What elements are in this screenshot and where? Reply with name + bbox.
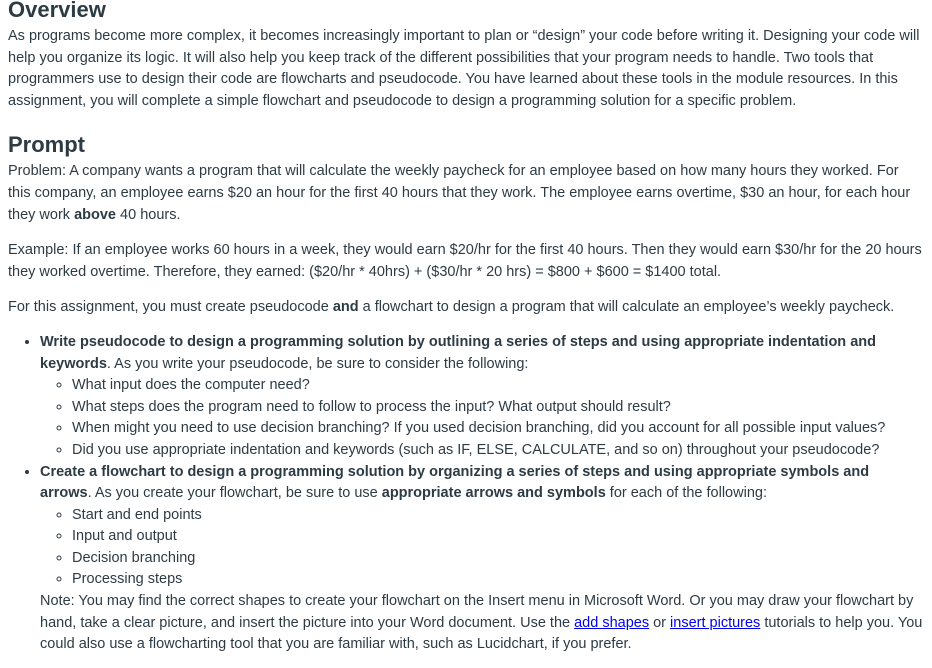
list-item: ◦ Input and output	[72, 526, 924, 548]
note-text-1: Note: You may find the correct shapes to create your flowchart on the Insert menu in Microsoft Word. Or you may draw your flowchart by hand, take a clear picture, and insert the picture into your Word document. Use the	[40, 593, 914, 631]
problem-text-1: Problem: A company wants a program that will calculate the weekly paycheck for an employee based on how many hours they worked. For this company, an employee earns $20 an hour for the first 40 hours that they work. The employee earns overtime, $30 an hour, for each hour they work	[8, 163, 911, 223]
requirements-list	[8, 332, 924, 656]
flowchart-requirement-bold: Create a flowchart to design a programming solution by organizing a series of steps and using appropriate symbols and arrows	[40, 463, 870, 502]
assignment-text-1: For this assignment, you must create pseudocode	[8, 299, 333, 316]
assignment-text-2: a flowchart to design a program that will calculate an employee’s weekly paycheck.	[358, 299, 895, 316]
flowchart-sublist	[40, 505, 924, 591]
list-item: ◦ When might you need to use decision branching? If you used decision branching, did you account for all possible input values?	[72, 418, 924, 440]
pseudocode-sublist	[40, 375, 924, 461]
flowchart-requirement-bold-2: appropriate arrows and symbols	[381, 485, 606, 502]
problem-bold-above: above	[74, 206, 117, 223]
add-shapes-link[interactable]: add shapes	[574, 614, 650, 631]
list-item: ◦ Start and end points	[72, 505, 924, 527]
overview-heading: Overview	[8, 0, 106, 22]
list-item: ◦ Processing steps	[72, 569, 924, 591]
problem-text-2: 40 hours.	[116, 206, 181, 223]
list-item: ◦ What steps does the program need to follow to process the input? What output should result?	[72, 397, 924, 419]
overview-paragraph: As programs become more complex, it becomes increasingly important to plan or “design” your code before writing it. Designing your code will help you organize its logic. It will also help you keep track of the different possibilities that your program needs to handle. Two tools that programmers use to design their code are flowcharts and pseudocode. You have learned about these tools in the module resources. In this assignment, you will complete a simple flowchart and pseudocode to design a programming solution for a specific problem.	[8, 28, 920, 109]
assignment-paragraph	[8, 297, 924, 319]
insert-pictures-link[interactable]: insert pictures	[670, 614, 761, 631]
flowchart-note	[40, 591, 924, 656]
pseudocode-requirement-bold: Write pseudocode to design a programming solution by outlining a series of steps and using appropriate indentation and keywords	[40, 333, 876, 372]
list-item: ◦ Decision branching	[72, 548, 924, 570]
list-item: ◦ What input does the computer need?	[72, 375, 924, 397]
flowchart-requirement-text: . As you create your flowchart, be sure to use	[87, 485, 382, 502]
list-item-pseudocode	[40, 332, 924, 462]
list-item-flowchart	[40, 462, 924, 656]
pseudocode-requirement-text: . As you write your pseudocode, be sure to consider the following:	[106, 355, 529, 372]
flowchart-requirement-text-2: for each of the following:	[605, 485, 767, 502]
list-item: ◦ Did you use appropriate indentation and keywords (such as IF, ELSE, CALCULATE, and so on) throughout your pseudocode?	[72, 440, 924, 462]
note-text-2: or	[649, 614, 671, 631]
assignment-bold-and: and	[332, 299, 359, 316]
prompt-heading: Prompt	[8, 132, 85, 158]
problem-paragraph	[8, 161, 924, 226]
note-text-3: tutorials to help you. You could also use a flowcharting tool that you are familiar with, such as Lucidchart, if you prefer.	[40, 614, 923, 653]
example-paragraph: Example: If an employee works 60 hours in a week, they would earn $20/hr for the first 40 hours. Then they would earn $30/hr for the 20 hours they worked overtime. Therefore, they earned: ($20/hr * 40hrs) + ($30/hr * 20 hrs) = $800 + $600 = $1400 total.	[8, 242, 922, 280]
